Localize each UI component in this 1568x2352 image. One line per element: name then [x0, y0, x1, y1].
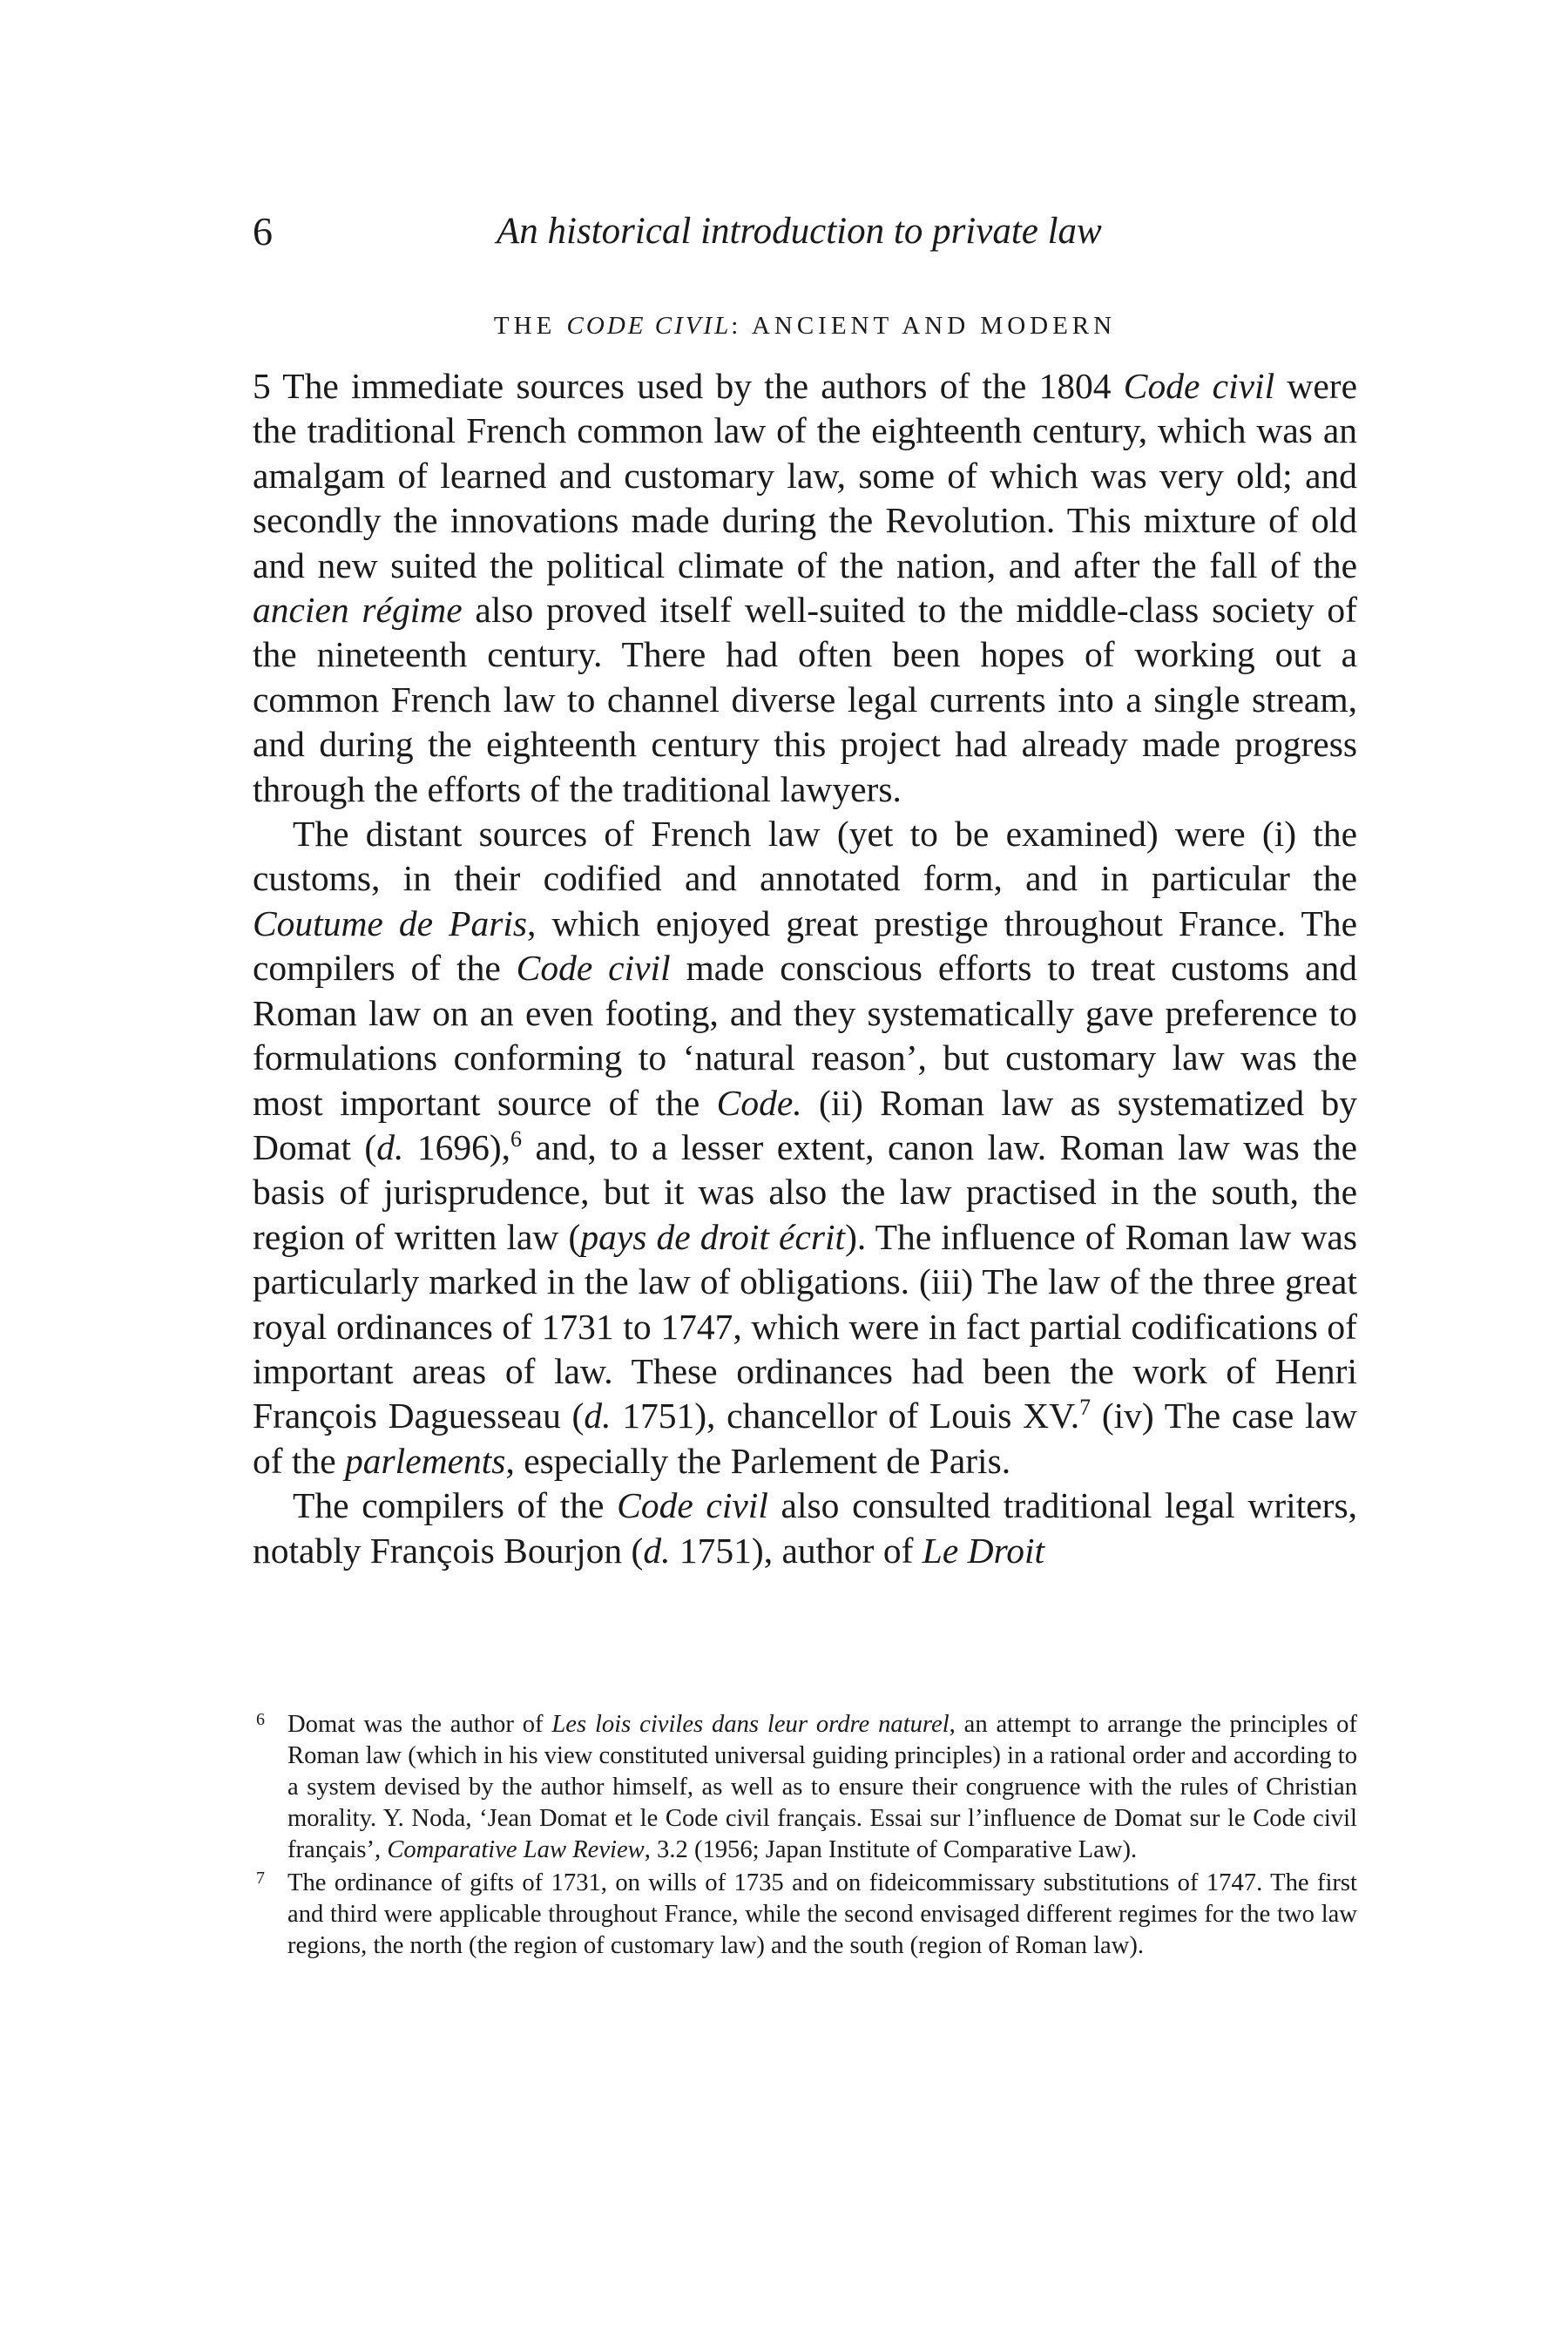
paragraph-compilers: [253, 1484, 1357, 1573]
text-run: and, to a lesser extent, canon law. Roman law was the basis of jurisprudence, but it was also the law practised in the south, the region of written law (: [253, 1126, 1357, 1257]
italic-run: pays de droit écrit: [580, 1216, 846, 1257]
italic-run: Le Droit: [922, 1530, 1045, 1571]
text-run: The ordinance of gifts of 1731, on wills of 1735 and on fideicommissary substitutions of 1747. The first and third were applicable throughout France, while the second envisaged different regimes for the two law regions, the north (the region of customary law) and the south (region of Roman law).: [287, 1869, 1357, 1959]
text-run: 1751), author of: [670, 1530, 923, 1571]
text-run: (iv) The case law of the: [253, 1396, 1357, 1481]
italic-run: Les lois civiles dans leur ordre naturel: [551, 1711, 950, 1738]
section-heading-pre: THE: [493, 312, 567, 340]
text-run: The immediate sources used by the authors of the 1804: [270, 366, 1124, 406]
italic-run: Comparative Law Review: [387, 1836, 645, 1863]
text-run: The distant sources of French law (yet to be examined) were (i) the customs, in their codified and annotated form, and in particular the: [253, 814, 1357, 899]
text-run: , which enjoyed great prestige throughout France. The compilers of the: [253, 902, 1357, 989]
text-run: (ii) Roman law as systematized by Domat (: [253, 1082, 1357, 1167]
italic-run: Code.: [716, 1082, 802, 1123]
text-run: , 3.2 (1956; Japan Institute of Comparative Law).: [644, 1836, 1138, 1863]
italic-run: Code civil: [516, 948, 671, 989]
text-run: made conscious efforts to treat customs and Roman law on an even footing, and they systematically gave preference to formulations conforming to ‘natural reason’, but customary law was the most important source of the: [253, 948, 1357, 1123]
text-run: , an attempt to arrange the principles of Roman law (which in his view constituted universal guiding principles) in a rational order and according to a system devised by the author himself, as well as to ensure their congruence with the rules of Christian morality. Y. Noda, ‘Jean Domat et le Code civil français. Essai sur l’influence de Domat sur le Code civil français’,: [287, 1711, 1357, 1863]
text-run: Domat was the author of: [287, 1711, 552, 1738]
paragraph-5: [253, 364, 1357, 812]
italic-run: d.: [584, 1396, 612, 1436]
text-run: 1696),: [403, 1126, 511, 1167]
text-run: ). The influence of Roman law was particularly marked in the law of obligations. (iii) The law of the three great royal ordinances of 1731 to 1747, which were in fact partial codifications of important areas of law. These ordinances had been the work of Henri François Daguesseau (: [253, 1216, 1357, 1436]
footnote-ref-7[interactable]: 7: [1079, 1395, 1092, 1421]
text-run: The compilers of the: [293, 1485, 618, 1526]
italic-run: Coutume de Paris: [253, 902, 528, 943]
text-run: also consulted traditional legal writers, notably François Bourjon (: [253, 1485, 1357, 1571]
running-head: [0, 206, 1568, 258]
section-heading-italic: CODE CIVIL: [566, 312, 732, 340]
italic-run: d.: [376, 1126, 404, 1167]
footnote-7: [253, 1868, 1357, 1962]
italic-run: parlements: [345, 1440, 506, 1481]
text-run: were the traditional French common law of the eighteenth century, which was an amalgam of learned and customary law, some of which was very old; and secondly the innovations made during the Revolution. This mixture of old and new suited the political climate of the nation, and after the fall of the: [253, 366, 1357, 585]
paragraph-distant-sources: [253, 812, 1357, 1484]
footnote-ref-6[interactable]: 6: [510, 1126, 523, 1152]
footnote-6: [253, 1709, 1357, 1866]
italic-run: ancien régime: [253, 590, 463, 631]
text-run: 1751), chancellor of Louis XV.: [611, 1396, 1080, 1436]
text-run: also proved itself well-suited to the middle-class society of the nineteenth century. There had often been hopes of working out a common French law to channel diverse legal currents into a single stream, and during the eighteenth century this project had already made progress through the efforts of the traditional lawyers.: [253, 590, 1357, 809]
body-text: [253, 364, 1357, 1573]
running-title: An historical introduction to private law: [497, 211, 1102, 252]
footnotes: [253, 1709, 1357, 1962]
footnote-mark: 6: [256, 1710, 265, 1729]
footnote-mark: 7: [256, 1869, 265, 1888]
page-number: 6: [253, 209, 273, 253]
section-heading-post: : ANCIENT AND MODERN: [731, 312, 1117, 340]
italic-run: Code civil: [1123, 366, 1275, 406]
text-run: , especially the Parlement de Paris.: [505, 1440, 1011, 1481]
italic-run: Code civil: [617, 1485, 768, 1526]
italic-run: d.: [643, 1530, 671, 1571]
paragraph-number: 5: [253, 366, 271, 406]
section-heading: [253, 307, 1357, 345]
